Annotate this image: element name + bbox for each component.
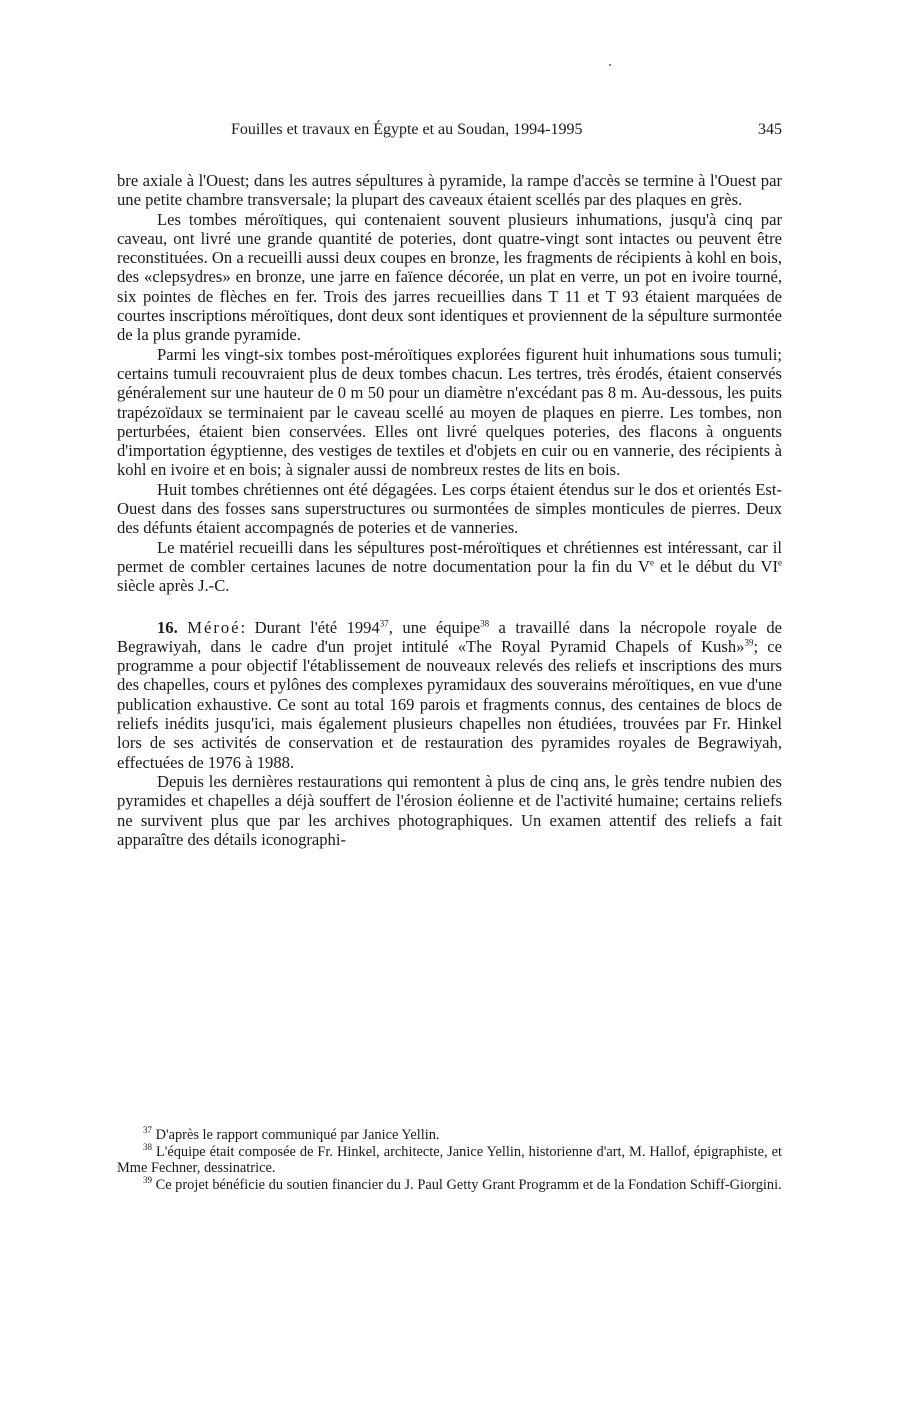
- footnote-38: $^{38}$ L'équipe était composée de Fr. Hinkel, architecte, Janice Yellin, historienne d'art, M. Hallof, épigraphiste, et Mme Fechner, dessinatrice.: [117, 1141, 782, 1176]
- footnotes: [117, 1127, 782, 1193]
- paragraph-5: Le matériel recueilli dans les sépultures post-méroïtiques et chrétiennes est intéressant, car il permet de combler certaines lacunes de notre documentation pour la fin du Ve et le début du VIe siècle après J.-C.: [117, 537, 782, 596]
- footnote-37: $^{37}$ D'après le rapport communiqué par Janice Yellin.: [143, 1125, 440, 1143]
- page-number: 345: [758, 121, 782, 138]
- scan-speck: [609, 64, 611, 66]
- section-16-paragraph: 16. Méroé: Durant l'été 1994$^{37}$, une équipe$^{38}$ a travaillé dans la nécropole royale de Begrawiyah, dans le cadre d'un projet intitulé «The Royal Pyramid Chapels of Kush»$^{39}$; ce programme a pour objectif l'établissement de nouveaux relevés des reliefs et inscriptions des murs des chapelles, cours et pylônes des complexes pyramidaux des souverains méroïtiques, en vue d'une publication exhaustive. Ce sont au total 169 parois et fragments connus, des centaines de blocs de reliefs inédits jusqu'ici, mais également plusieurs chapelles non étudiées, trouvées par Fr. Hinkel lors de ses activités de conservation et de restauration des pyramides royales de Begrawiyah, effectuées de 1976 à 1988.: [117, 617, 783, 772]
- paragraph-4: Huit tombes chrétiennes ont été dégagées. Les corps étaient étendus sur le dos et orientés Est-Ouest dans des fosses sans superstructures ou surmontées de simples monticules de pierres. Deux des défunts étaient accompagnés de poteries et de vanneries.: [117, 479, 782, 538]
- paragraph-3: Parmi les vingt-six tombes post-méroïtiques explorées figurent huit inhumations sous tumuli; certains tumuli recouvraient plus de deux tombes chacun. Les tertres, très érodés, étaient conservés généralement sur une hauteur de 0 m 50 pour un diamètre n'excédant pas 8 m. Au-dessous, les puits trapézoïdaux se terminaient par le caveau scellé au moyen de plaques en pierre. Les tombes, non perturbées, étaient bien conservées. Elles ont livré quelques poteries, des flacons à onguents d'importation égyptienne, des vestiges de textiles et d'objets en cuir ou en vannerie, des récipients à kohl en ivoire et en bois; à signaler aussi de nombreux restes de lits en bois.: [117, 344, 782, 480]
- footnote-39: $^{39}$ Ce projet bénéficie du soutien financier du J. Paul Getty Grant Programm et de la Fondation Schiff-Giorgini.: [143, 1174, 782, 1193]
- running-header: [117, 121, 782, 143]
- footnote-ref-39: 39: [744, 637, 754, 648]
- section-number: 16.: [157, 617, 178, 637]
- body-text: [117, 171, 782, 849]
- running-title: Fouilles et travaux en Égypte et au Soudan, 1994-1995: [231, 121, 583, 138]
- footnote-ref-38: 38: [480, 618, 490, 628]
- paragraph-1: bre axiale à l'Ouest; dans les autres sépultures à pyramide, la rampe d'accès se termine à l'Ouest par une petite chambre transversale; la plupart des caveaux étaient scellés par des plaques en grès.: [117, 171, 782, 210]
- paragraph-7: Depuis les dernières restaurations qui remontent à plus de cinq ans, le grès tendre nubien des pyramides et chapelles a déjà souffert de l'érosion éolienne et de l'activité humaine; certains reliefs ne survivent plus que par les archives photographiques. Un examen attentif des reliefs a fait apparaître des détails iconographi-: [117, 771, 782, 849]
- section-place: Méroé: [187, 617, 241, 637]
- paragraph-2: Les tombes méroïtiques, qui contenaient souvent plusieurs inhumations, jusqu'à cinq par caveau, ont livré une grande quantité de poteries, dont quatre-vingt sont intactes ou peuvent être reconstituées. On a recueilli aussi deux coupes en bronze, les fragments de récipients à kohl en bois, des «clepsydres» en bronze, une jarre en faïence décorée, un plat en verre, un pot en ivoire tourné, six pointes de flèches en fer. Trois des jarres recueillies dans T 11 et T 93 étaient marquées de courtes inscriptions méroïtiques, dont deux sont identiques et proviennent de la sépulture surmontée de la plus grande pyramide.: [117, 209, 782, 345]
- footnote-ref-37: 37: [379, 618, 389, 628]
